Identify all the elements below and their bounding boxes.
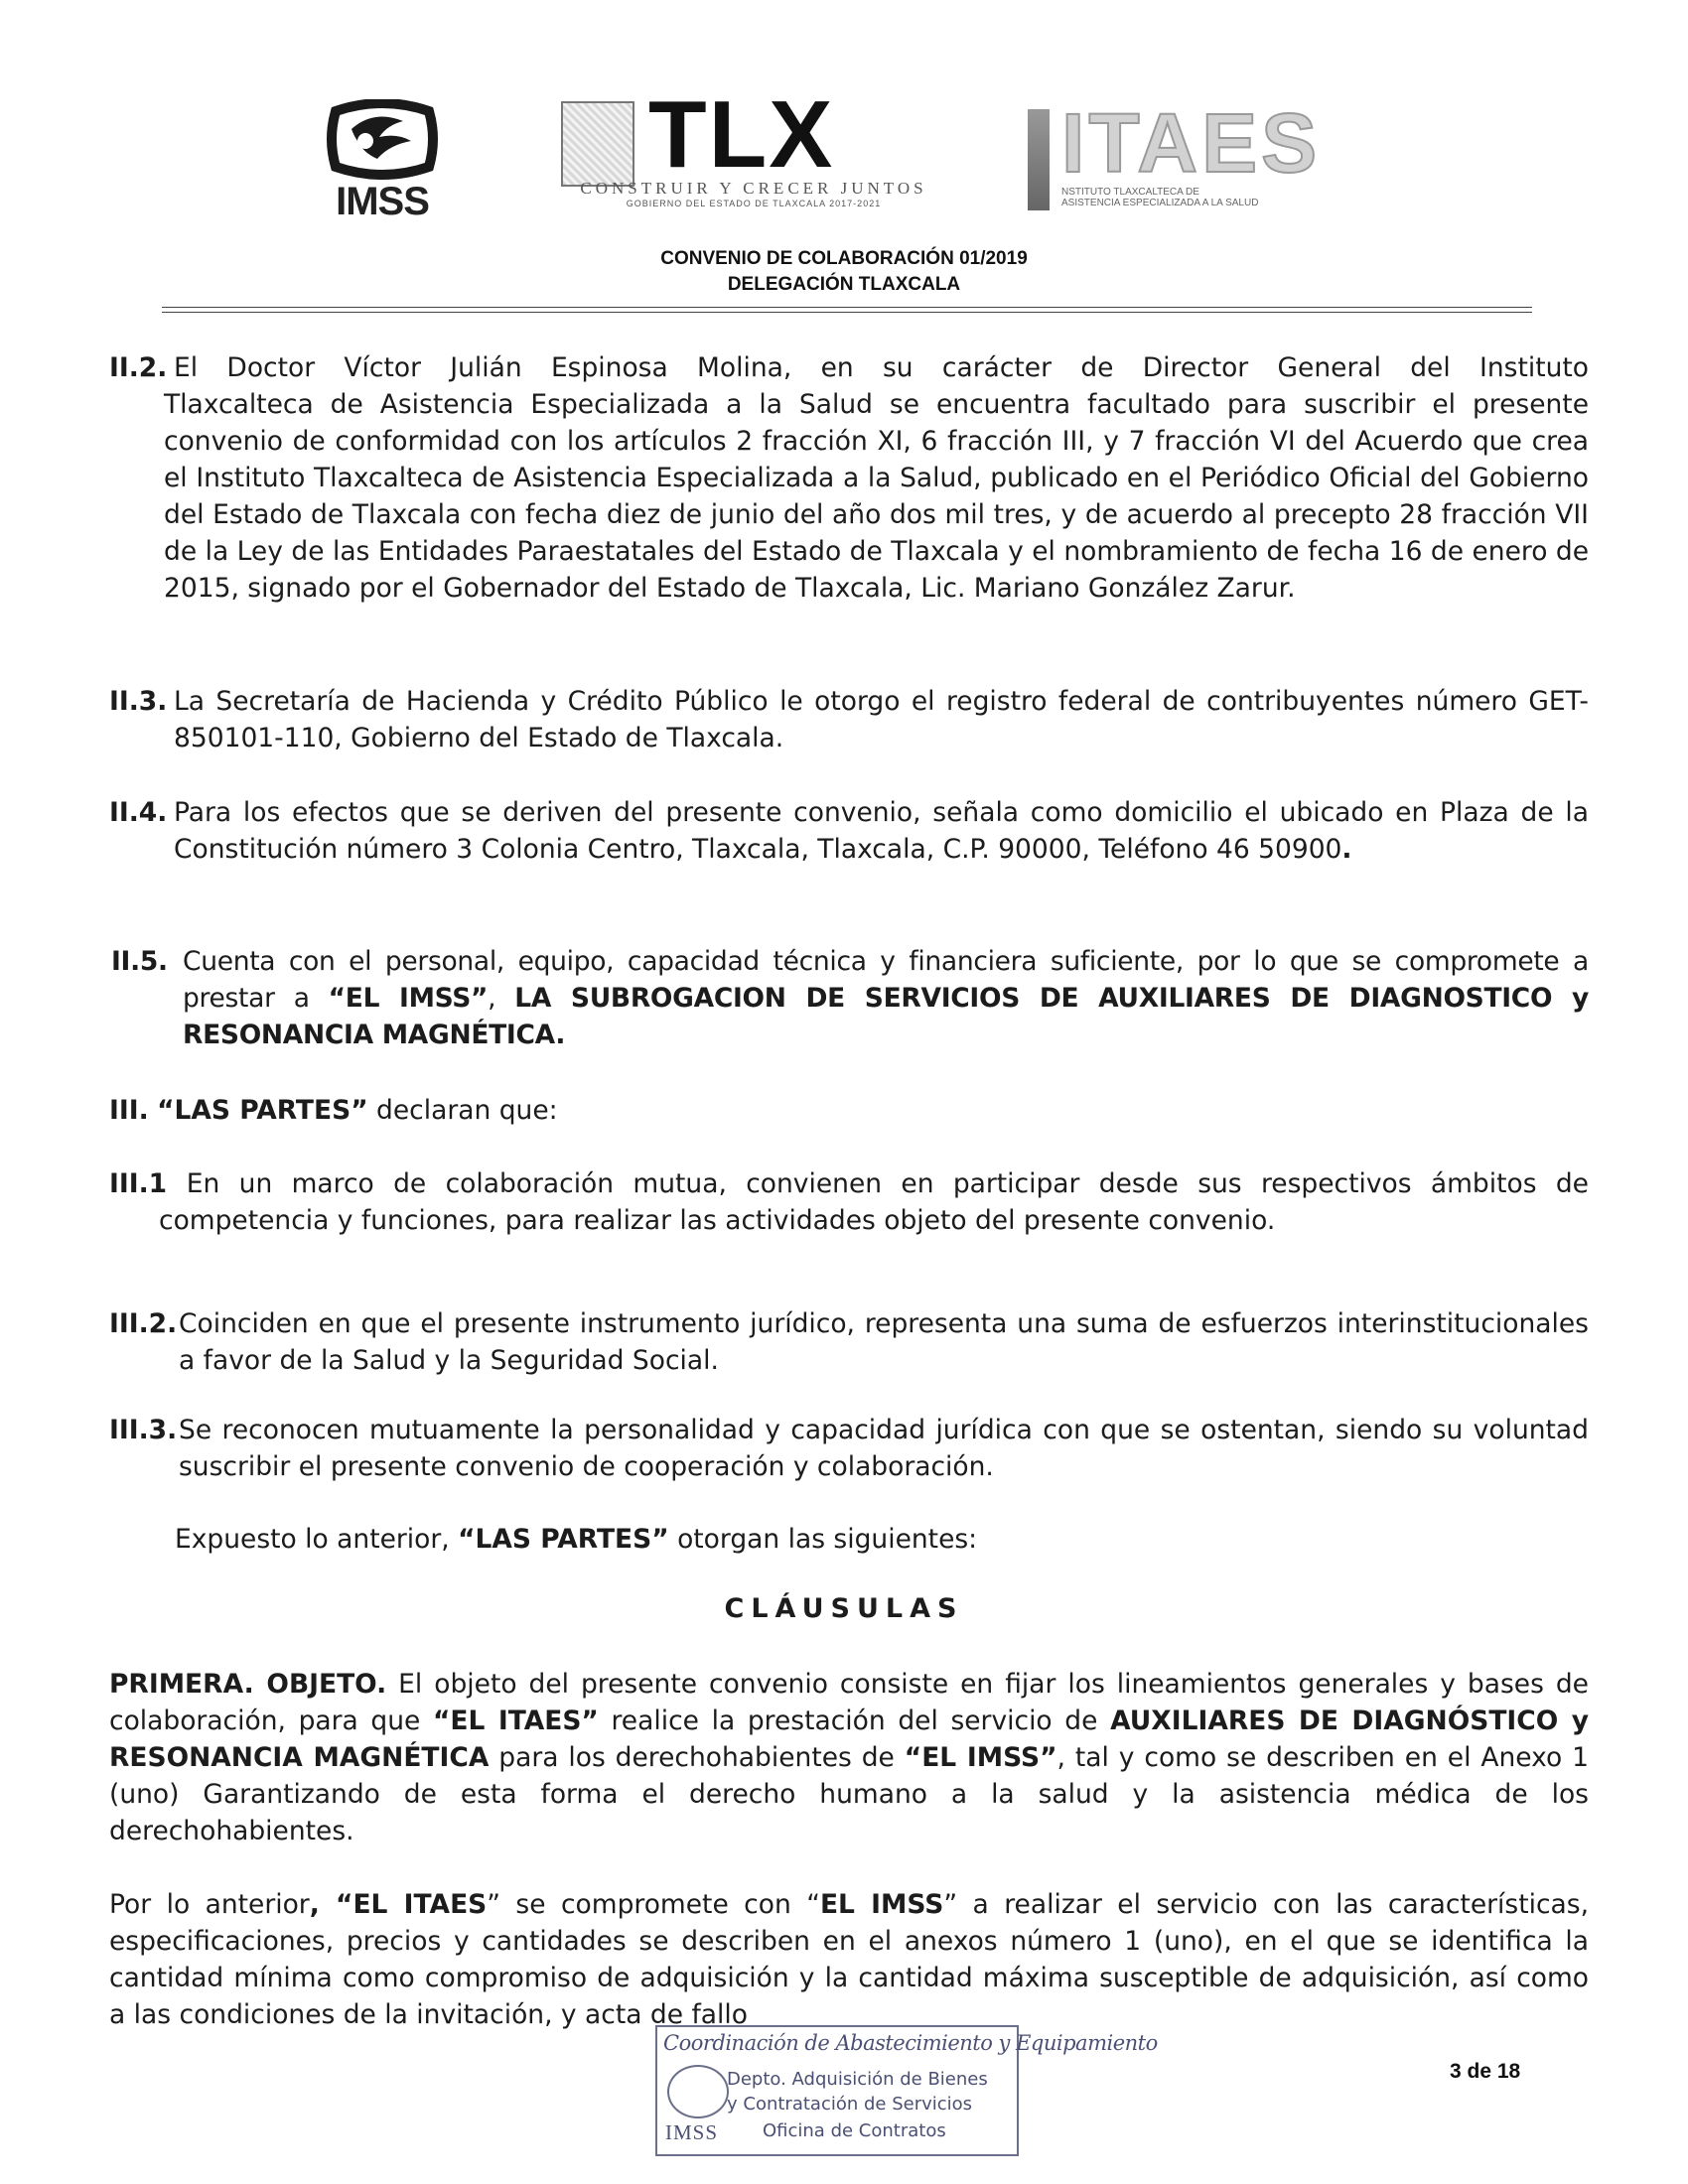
tlaxcala-crest-icon [561,101,634,187]
paragraph-text-first-line: El Doctor Víctor Julián Espinosa Molina, en su carácter de Director General del Instituto [174,352,1589,383]
paragraph-text: La Secretaría de Hacienda y Crédito Público le otorgo el registro federal de contribuyentes número GET-850101-110, Gobierno del Estado de Tlaxcala. [174,686,1589,753]
clause-primera [109,1666,1589,1849]
paragraph-number: III.2. [109,1308,178,1339]
paragraph-text: Tlaxcalteca de Asistencia Especializada a la Salud se encuentra facultado para suscribir el presente convenio de conformidad con los artículos 2 fracción XI, 6 fracción III, y 7 fracción VI del Acuerdo que crea el Instituto Tlaxcalteca de Asistencia Especializada a la Salud, publicado en el Periódico Oficial del Gobierno del Estado de Tlaxcala con fecha diez de junio del año dos mil tres, y de acuerdo al precepto 28 fracción VII de la Ley de las Entidades Paraestatales del Estado de Tlaxcala y el nombramiento de fecha 16 de enero de 2015, signado por el Gobernador del Estado de Tlaxcala, Lic. Mariano González Zarur. [164,389,1589,604]
text-run: ” se compromete con “ [487,1889,820,1920]
imss-logo [298,99,467,222]
text-run: ” a realizar el servicio con las características, especificaciones, precios y cantidades se describen en el anexos número 1 (uno), en el que se identifica la cantidad mínima como compromiso de adquisición y la cantidad máxima susceptible de adquisición, así como a las condiciones de la invitación, y acta de fallo [109,1889,1589,2030]
text-run: realice la prestación del servicio de [598,1706,1111,1736]
header-divider [162,312,1532,313]
paragraph-text [174,794,1589,868]
header-divider [162,307,1532,308]
clause-label: PRIMERA. OBJETO. [109,1669,387,1700]
tlx-motto: CONSTRUIR Y CRECER JUNTOS [580,179,927,198]
paragraph-number: II.2. [109,352,168,383]
text-run: El objeto del presente convenio consiste en fijar los lineamientos generales y bases de colaboración, para que [109,1669,1589,1736]
paragraph-text-end: . [1341,834,1352,865]
page-number: 3 de 18 [1450,2060,1521,2083]
text-run: Cuenta con el personal, equipo, capacidad técnica y financiera suficiente, por lo que se compromete a prestar a [183,946,1589,1014]
tlx-logo-text: TLX [648,81,835,188]
paragraph-por-lo-anterior [109,1886,1589,2033]
text-run: Expuesto lo anterior, [175,1524,459,1555]
imss-logo-text: IMSS [336,180,429,223]
clausulas-heading: CLÁUSULAS [724,1593,964,1624]
stamp-emblem-icon [667,2065,729,2118]
bold-run: , [309,1889,320,1920]
document-title: CONVENIO DE COLABORACIÓN 01/2019 [660,248,1028,269]
stamp-imss: IMSS [665,2120,719,2144]
bold-run: “LAS PARTES” [157,1095,368,1126]
header-logos [298,81,1390,228]
itaes-subtitle-line1: NSTITUTO TLAXCALTECA DE [1061,187,1199,198]
paragraph-text: . En un marco de colaboración mutua, convienen en participar desde sus respectivos ámbitos de competencia y funciones, para realizar las actividades objeto del presente convenio. [159,1168,1589,1236]
bold-run: “EL IMSS” [904,1742,1057,1773]
imss-eagle-icon [318,99,447,181]
itaes-bar-icon [1028,109,1050,210]
paragraph-text [183,943,1589,1053]
bold-run: “EL IMSS” [328,983,489,1014]
paragraph-expuesto [175,1521,1466,1558]
paragraph-number: II.3. [109,686,168,717]
bold-run: LA SUBROGACION DE SERVICIOS DE AUXILIARES DE DIAGNOSTICO y RESONANCIA MAGNÉTICA. [183,983,1589,1050]
itaes-subtitle-line2: ASISTENCIA ESPECIALIZADA A LA SALUD [1061,198,1259,208]
bold-run: “EL ITAES [319,1889,488,1920]
paragraph-number: III.3. [109,1415,178,1445]
paragraph-text-body: Para los efectos que se deriven del presente convenio, señala como domicilio el ubicado en Plaza de la Constitución número 3 Colonia Centro, Tlaxcala, Tlaxcala, C.P. 90000, Teléfono 46 50900 [174,797,1589,865]
text-run: Por lo anterior [109,1889,310,1920]
paragraph-number: III.1 [109,1168,168,1199]
text-run: , tal y como se describen en el Anexo 1 (uno) Garantizando de esta forma el derecho humano a la salud y la asistencia médica de los derechohabientes. [109,1742,1589,1846]
paragraph-text: Coinciden en que el presente instrumento jurídico, representa una suma de esfuerzos interinstitucionales a favor de la Salud y la Seguridad Social. [179,1308,1589,1376]
official-stamp [655,2025,1158,2156]
paragraph-number: III. [109,1095,149,1126]
document-subtitle: DELEGACIÓN TLAXCALA [727,274,961,295]
paragraph-text: Se reconocen mutuamente la personalidad y capacidad jurídica con que se ostentan, siendo su voluntad suscribir el presente convenio de cooperación y colaboración. [179,1415,1589,1482]
paragraph-number: II.5. [111,946,168,977]
stamp-line3: y Contratación de Servicios [727,2094,973,2115]
stamp-line1: Coordinación de Abastecimiento y Equipamiento [663,2031,1158,2055]
bold-run: “EL ITAES” [432,1706,599,1736]
stamp-line2: Depto. Adquisición de Bienes [727,2069,988,2090]
paragraph-number: II.4. [109,797,168,828]
stamp-line4: Oficina de Contratos [763,2120,946,2141]
text-run: otorgan las siguientes: [668,1524,978,1555]
heading-iii [109,1092,1589,1129]
text-run: , [488,983,515,1014]
bold-run: “LAS PARTES” [458,1524,669,1555]
text-run: para los derechohabientes de [489,1742,905,1773]
itaes-logo-text: ITAES [1061,96,1322,190]
bold-run: EL IMSS [819,1889,944,1920]
text-run: declaran que: [367,1095,558,1126]
itaes-subtitle [1061,187,1258,208]
bold-run: AUXILIARES DE DIAGNÓSTICO y RESONANCIA MAGNÉTICA [109,1706,1589,1773]
tlx-government: GOBIERNO DEL ESTADO DE TLAXCALA 2017-2021 [626,199,882,208]
